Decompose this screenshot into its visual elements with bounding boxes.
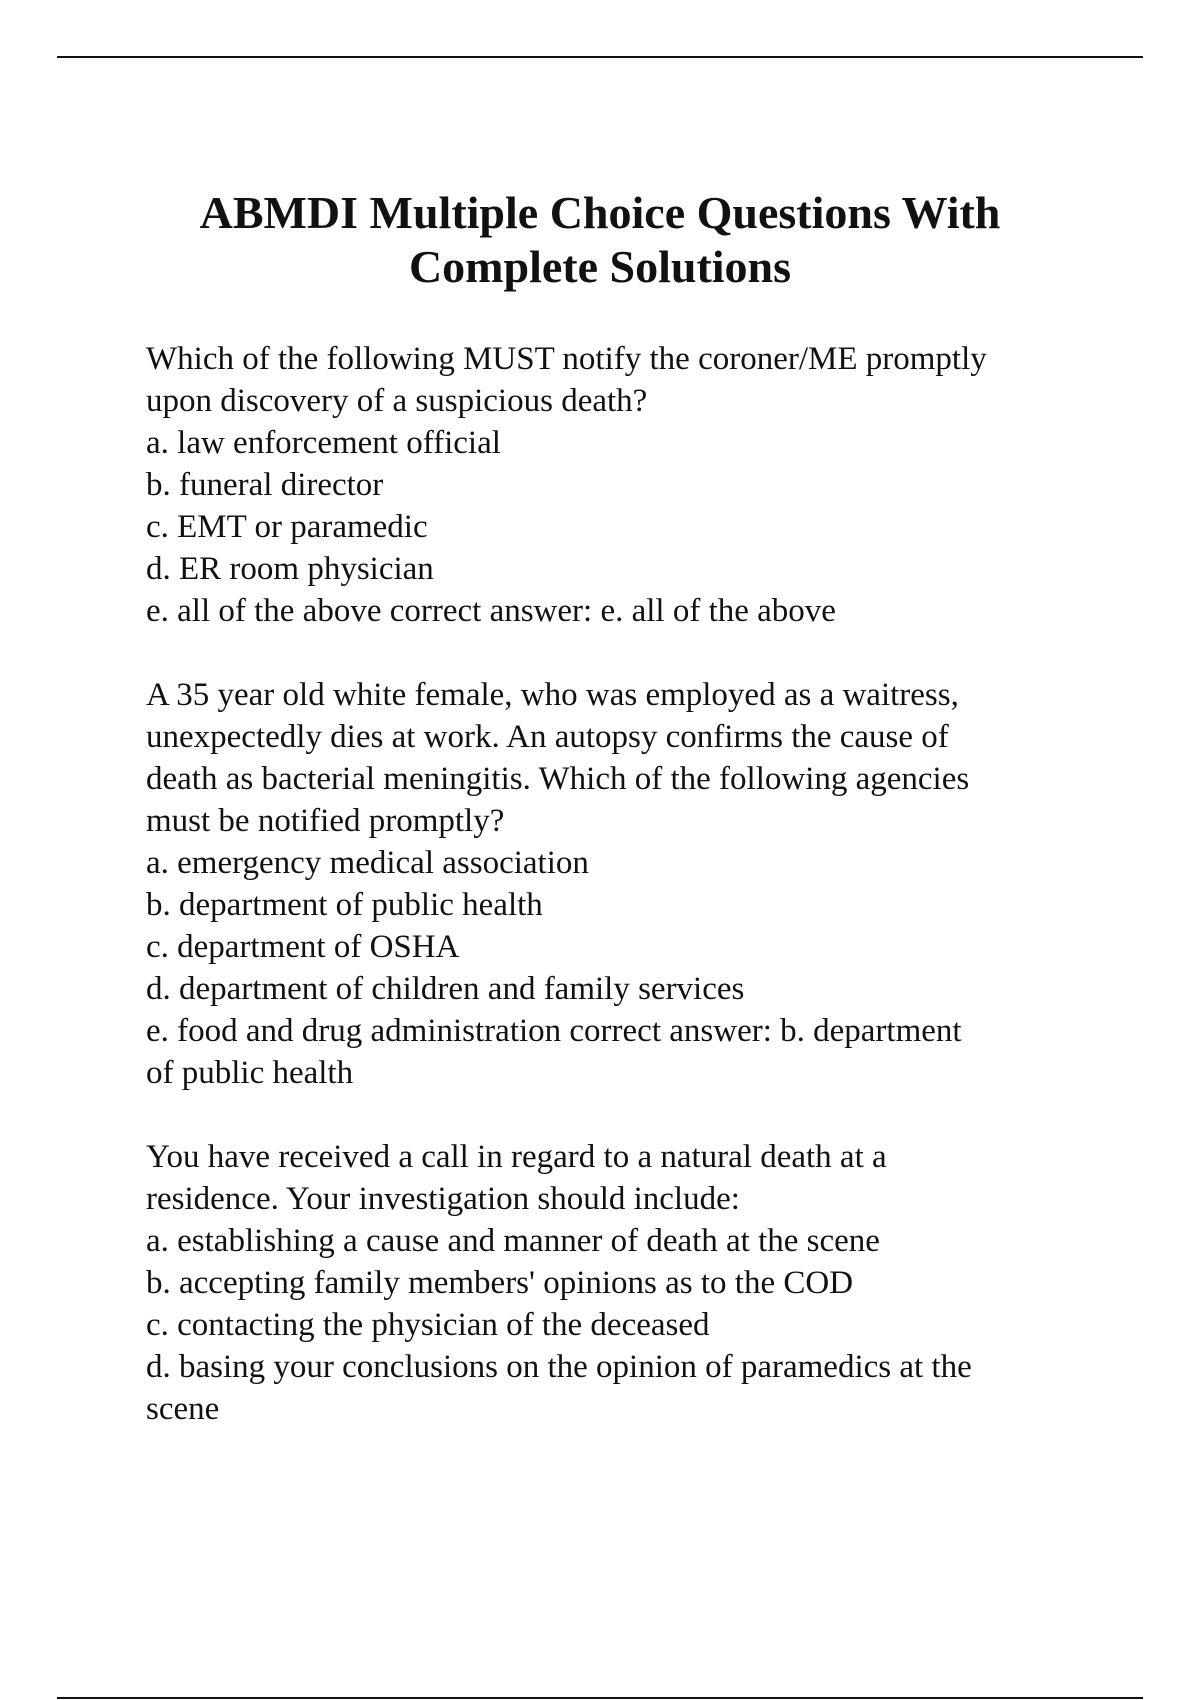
question-1-option-a: a. law enforcement official: [146, 425, 501, 461]
question-3-stem-line-2: residence. Your investigation should include:: [146, 1181, 740, 1217]
question-2-option-b: b. department of public health: [146, 887, 543, 923]
question-1-option-b: b. funeral director: [146, 467, 384, 503]
question-1-stem-line-1: Which of the following MUST notify the coroner/ME promptly: [146, 341, 987, 377]
question-3-option-d-continued: scene: [146, 1391, 220, 1427]
question-2-stem-line-1: A 35 year old white female, who was employed as a waitress,: [146, 677, 959, 713]
question-2-option-c: c. department of OSHA: [146, 929, 460, 965]
question-2-stem-line-4: must be notified promptly?: [146, 803, 505, 839]
question-3-option-c: c. contacting the physician of the deceased: [146, 1307, 710, 1343]
question-3-stem-line-1: You have received a call in regard to a natural death at a: [146, 1139, 887, 1175]
question-1-option-e-answer: e. all of the above correct answer: e. all of the above: [146, 593, 836, 629]
question-3-option-d: d. basing your conclusions on the opinion of paramedics at the: [146, 1349, 972, 1385]
question-2-stem-line-2: unexpectedly dies at work. An autopsy confirms the cause of: [146, 719, 949, 755]
top-rule: [57, 56, 1143, 58]
document-title: [100, 186, 1100, 294]
question-1-option-c: c. EMT or paramedic: [146, 509, 428, 545]
title-line-1: ABMDI Multiple Choice Questions With: [199, 187, 1001, 238]
question-2-option-e-answer: e. food and drug administration correct answer: b. department: [146, 1013, 962, 1049]
question-3: [146, 1136, 1096, 1430]
question-2-stem-line-3: death as bacterial meningitis. Which of the following agencies: [146, 761, 970, 797]
question-2: [146, 674, 1096, 1094]
bottom-rule: [57, 1697, 1143, 1699]
question-1: [146, 338, 1096, 632]
question-3-option-b: b. accepting family members' opinions as to the COD: [146, 1265, 854, 1301]
question-1-option-d: d. ER room physician: [146, 551, 434, 587]
title-line-2: Complete Solutions: [408, 241, 792, 292]
question-3-option-a: a. establishing a cause and manner of death at the scene: [146, 1223, 880, 1259]
question-2-option-a: a. emergency medical association: [146, 845, 589, 881]
question-2-option-d: d. department of children and family services: [146, 971, 745, 1007]
questions-content: [146, 338, 1096, 1472]
question-2-answer-continued: of public health: [146, 1055, 354, 1091]
question-1-stem-line-2: upon discovery of a suspicious death?: [146, 383, 648, 419]
